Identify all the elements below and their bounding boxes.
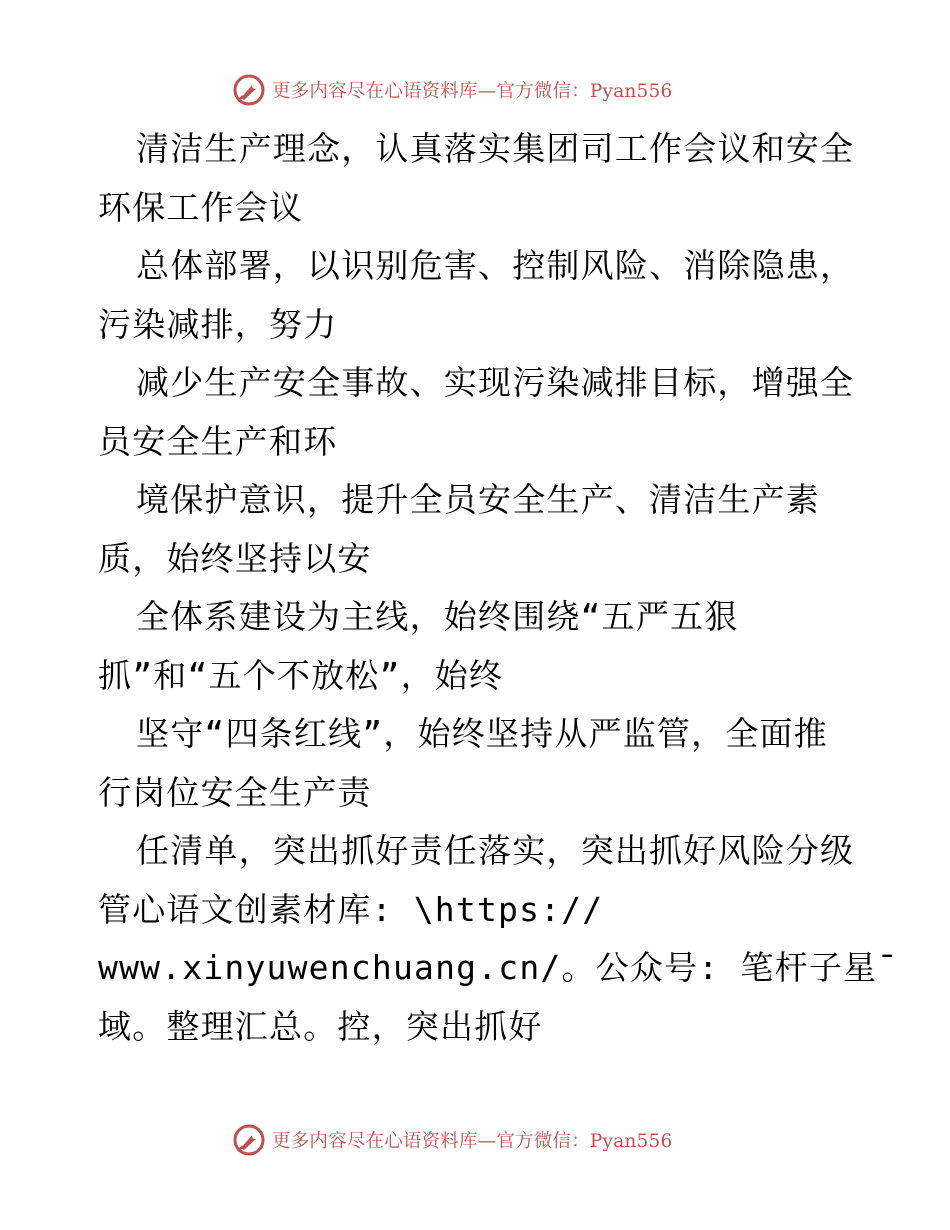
- body-line: 减少生产安全事故、实现污染减排目标，增强全: [136, 363, 855, 402]
- body-line: 员安全生产和环: [98, 421, 338, 461]
- body-line: 域。整理汇总。控，突出抓好: [98, 1006, 543, 1046]
- header-watermark: [232, 70, 672, 110]
- watermark-text: 更多内容尽在心语资料库—官方微信：Pyan556: [272, 1131, 673, 1152]
- footer-watermark: [232, 1120, 672, 1160]
- body-line: 环保工作会议: [98, 187, 304, 227]
- body-line: 行岗位安全生产责: [98, 772, 372, 812]
- body-line: www.xinyuwenchuang.cn/。公众号: 笔杆子星¯: [98, 948, 899, 987]
- body-line: 质，始终坚持以安: [98, 538, 372, 578]
- body-line: 总体部署，以识别危害、控制风险、消除隐患，: [136, 246, 855, 285]
- body-line: 全体系建设为主线，始终围绕“五严五狠: [136, 597, 739, 636]
- document-body: [98, 120, 899, 1056]
- body-line: 境保护意识，提升全员安全生产、清洁生产素: [136, 480, 820, 519]
- body-line: 清洁生产理念，认真落实集团司工作会议和安全: [136, 129, 855, 168]
- pen-nib-logo-icon: [232, 73, 266, 107]
- body-line: 任清单，突出抓好责任落实，突出抓好风险分级: [136, 831, 855, 870]
- body-line: 抓”和“五个不放松”，始终: [98, 655, 504, 695]
- watermark-text: 更多内容尽在心语资料库—官方微信：Pyan556: [272, 81, 673, 102]
- body-line: 管心语文创素材库: \https://: [98, 889, 604, 929]
- body-line: 坚守“四条红线”，始终坚持从严监管，全面推: [136, 714, 828, 753]
- body-line: 污染减排，努力: [98, 304, 338, 344]
- pen-nib-logo-icon: [232, 1123, 266, 1157]
